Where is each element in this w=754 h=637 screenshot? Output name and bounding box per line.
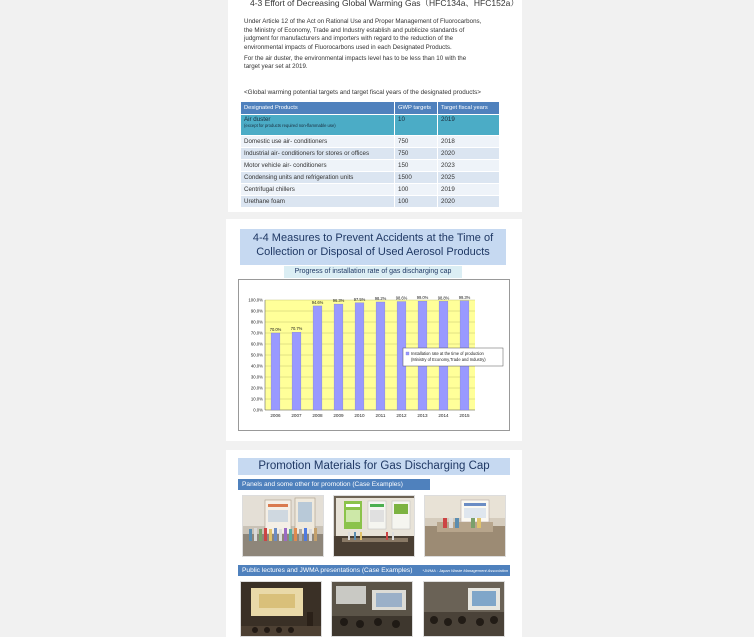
data-label: 94.6% xyxy=(311,299,324,305)
table-cell-year: 2025 xyxy=(438,172,500,184)
data-label: 99.0% xyxy=(416,295,429,301)
x-tick-label: 2015 xyxy=(459,413,470,418)
exhibit-photo-image xyxy=(425,496,506,557)
lectures-label xyxy=(238,565,510,576)
paragraph-line: Under Article 12 of the Act on Rational Use and Proper Management of Fluorocarbons, xyxy=(244,18,482,25)
promotion-section xyxy=(226,450,522,637)
table-cell-year: 2019 xyxy=(438,184,500,196)
table-cell-product xyxy=(241,115,395,136)
table-cell-gwp: 100 xyxy=(395,196,438,208)
table-header-row xyxy=(241,102,500,115)
paragraph-line: judgment for manufacturers and importers with regard to the reduction of the xyxy=(244,35,454,43)
paragraph-line: target year set at 2019. xyxy=(244,63,308,71)
legend-swatch xyxy=(406,352,409,355)
table-cell-product: Industrial air- conditioners for stores or offices xyxy=(241,148,395,160)
exhibit-photo xyxy=(424,495,506,557)
data-label: 98.8% xyxy=(437,295,450,301)
bar xyxy=(334,304,343,410)
bar xyxy=(376,302,385,410)
lecture-photo-image xyxy=(332,582,413,637)
x-tick-label: 2007 xyxy=(291,413,302,418)
table-cell-year: 2019 xyxy=(438,115,500,136)
table-cell-product: Condensing units and refrigeration units xyxy=(241,172,395,184)
table-cell-year: 2020 xyxy=(438,196,500,208)
installation-rate-chart xyxy=(238,279,510,431)
table-header: Designated Products xyxy=(241,102,395,115)
table-cell-product: Motor vehicle air- conditioners xyxy=(241,160,395,172)
table-cell-gwp: 10 xyxy=(395,115,438,136)
lecture-photo-image xyxy=(424,582,505,637)
table-row xyxy=(241,136,500,148)
legend-label: Installation rate at the time of production xyxy=(411,351,484,356)
data-label: 98.2% xyxy=(374,295,387,301)
display-photo-image xyxy=(334,496,415,557)
data-label: 70.0% xyxy=(269,327,282,332)
bar xyxy=(313,306,322,410)
y-tick-label: 100.0% xyxy=(248,297,263,303)
y-tick-label: 0.0% xyxy=(253,407,263,413)
jwma-note: *JWMA : Japan Waste Management Association xyxy=(422,568,509,573)
gwp-section xyxy=(228,0,522,212)
x-tick-label: 2013 xyxy=(417,413,428,418)
paragraph-line: environmental impacts of Fluorocarbons used in each Designated Products. xyxy=(244,43,452,51)
bar xyxy=(355,303,364,410)
x-tick-label: 2006 xyxy=(270,413,281,418)
bar xyxy=(271,333,280,410)
table-row xyxy=(241,172,500,184)
gwp-table xyxy=(241,102,500,208)
lecture-photo-image xyxy=(241,582,322,637)
section-44-title-line: Collection or Disposal of Used Aerosol Products xyxy=(256,245,490,258)
x-tick-label: 2008 xyxy=(312,413,323,418)
paragraph-line: the Ministry of Economy, Trade and Industry establish and publicize standards of xyxy=(244,26,465,34)
y-tick-label: 90.0% xyxy=(250,308,263,314)
table-row xyxy=(241,115,500,136)
x-tick-label: 2009 xyxy=(333,413,344,418)
y-tick-label: 50.0% xyxy=(250,352,263,358)
table-cell-product: Domestic use air- conditioners xyxy=(241,136,395,148)
data-label: 96.3% xyxy=(332,298,345,304)
data-label: 98.6% xyxy=(395,295,408,301)
accident-prevention-section xyxy=(226,219,522,441)
panel-photo xyxy=(242,495,324,557)
x-tick-label: 2010 xyxy=(354,413,365,418)
paragraph-line: For the air duster, the environmental impacts level has to be less than 10 with the xyxy=(244,54,467,62)
table-row xyxy=(241,160,500,172)
table-row xyxy=(241,184,500,196)
bar xyxy=(292,332,301,410)
table-cell-gwp: 750 xyxy=(395,148,438,160)
table-cell-gwp: 1500 xyxy=(395,172,438,184)
table-cell-product: Urethane foam xyxy=(241,196,395,208)
section-44-title-line: 4-4 Measures to Prevent Accidents at the Time of xyxy=(252,232,494,244)
data-label: 99.3% xyxy=(458,294,471,300)
table-header: GWP targets xyxy=(395,102,438,115)
table-header: Target fiscal years xyxy=(438,102,500,115)
table-cell-year: 2018 xyxy=(438,136,500,148)
table-cell-year: 2020 xyxy=(438,148,500,160)
x-tick-label: 2012 xyxy=(396,413,407,418)
x-tick-label: 2014 xyxy=(438,413,449,418)
promotion-title: Promotion Materials for Gas Discharging Cap xyxy=(238,458,510,475)
table-cell-gwp: 150 xyxy=(395,160,438,172)
table-cell-gwp: 100 xyxy=(395,184,438,196)
product-note: (except for products required non-flammable use) xyxy=(244,123,336,128)
y-tick-label: 40.0% xyxy=(250,363,263,369)
lecture-photo xyxy=(240,581,322,637)
y-tick-label: 60.0% xyxy=(250,341,263,347)
lecture-photo xyxy=(331,581,413,637)
lecture-photo xyxy=(423,581,505,637)
table-row xyxy=(241,196,500,208)
section-44-title xyxy=(240,229,506,265)
table-cell-product: Centrifugal chillers xyxy=(241,184,395,196)
chart-svg xyxy=(239,280,511,432)
table-cell-year: 2023 xyxy=(438,160,500,172)
product-name: Air duster xyxy=(244,116,271,123)
x-tick-label: 2011 xyxy=(375,413,386,418)
y-tick-label: 80.0% xyxy=(250,319,263,325)
table-cell-gwp: 750 xyxy=(395,136,438,148)
chart-subtitle: Progress of installation rate of gas discharging cap xyxy=(284,266,462,278)
lectures-label-text: Public lectures and JWMA presentations (Case Examples) xyxy=(242,567,413,574)
data-label: 97.5% xyxy=(353,296,366,302)
y-tick-label: 10.0% xyxy=(250,396,263,402)
section-43-title: 4-3 Effort of Decreasing Global Warming Gas（HFC134a、HFC152a） xyxy=(250,0,519,8)
panels-label: Panels and some other for promotion (Case Examples) xyxy=(238,479,430,490)
y-tick-label: 30.0% xyxy=(250,374,263,380)
table-row xyxy=(241,148,500,160)
y-tick-label: 70.0% xyxy=(250,330,263,336)
y-tick-label: 20.0% xyxy=(250,385,263,391)
data-label: 70.7% xyxy=(290,326,303,332)
table-caption: <Global warming potential targets and target fiscal years of the designated products> xyxy=(244,89,481,96)
panel-photo-image xyxy=(243,496,324,557)
legend-label: (Ministry of Economy,Trade and Industry) xyxy=(411,357,486,362)
display-photo xyxy=(333,495,415,557)
